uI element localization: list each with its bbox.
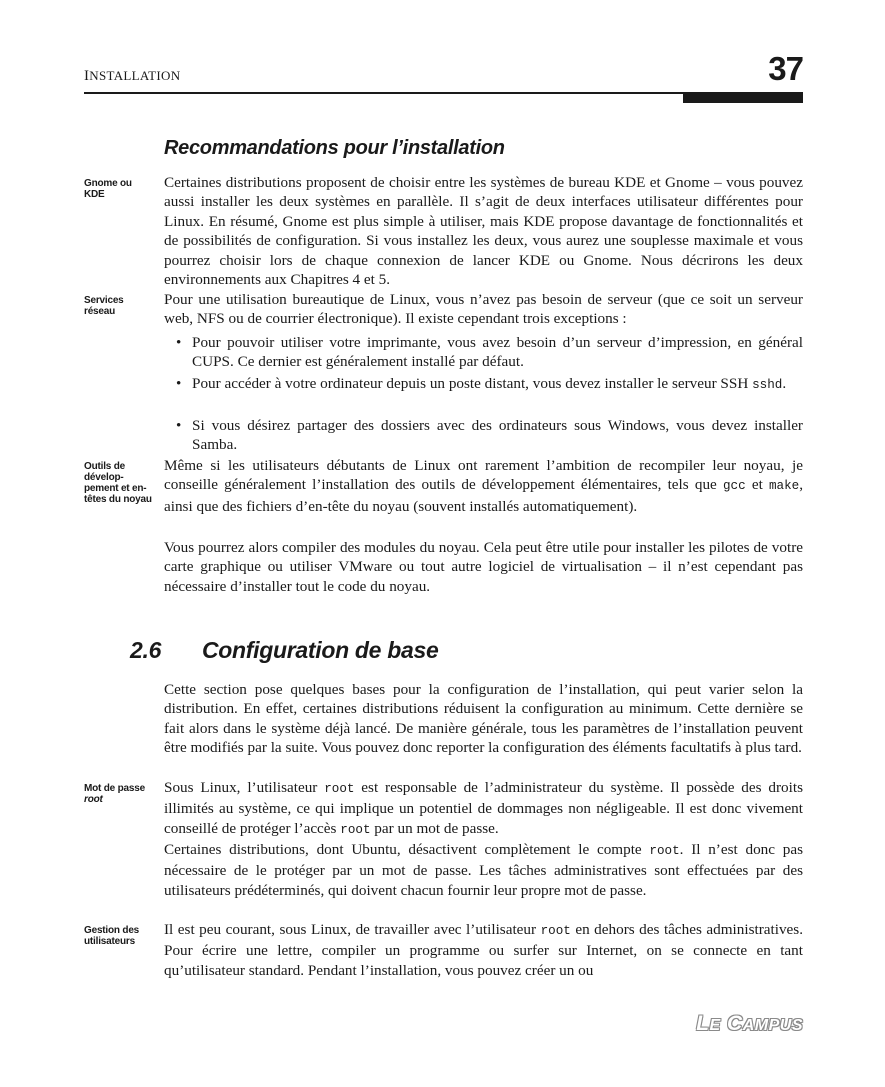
code-gcc: gcc xyxy=(722,479,746,494)
list-item-text: Si vous désirez partager des dossiers avec des ordinateurs sous Windows, vous devez installer Samba. xyxy=(192,417,803,454)
margin-note-root xyxy=(84,783,154,805)
logo-letter: L xyxy=(696,1012,710,1035)
paragraph-gnome-kde: Certaines distributions proposent de choisir entre les systèmes de bureau KDE et Gnome – vous pouvez aussi installer les deux systèmes en parallèle. Il s’agit de deux interfaces utilisateur différentes pour Linux. En résumé, Gnome est plus simple à utiliser, mais KDE propose davantage de fonctionnalités et de possibilités de configuration. Si vous installez les deux, vous aurez une souplesse maximale et vous pourrez choisir lors de chaque connexion de lancer KDE ou Gnome. Nous décrirons les deux environnements aux Chapitres 4 et 5. xyxy=(164,174,803,289)
margin-note-outils: Outils de dévelop-pement et en-têtes du noyau xyxy=(84,461,152,505)
paragraph-modules: Vous pourrez alors compiler des modules du noyau. Cela peut être utile pour installer les pilotes de votre carte graphique ou utiliser VMware ou tout autre logiciel de virtualisation – il n’est cependant pas nécessaire d’installer tout le code du noyau. xyxy=(164,539,803,595)
code-make: make xyxy=(768,479,800,494)
paragraph-text: et xyxy=(745,476,769,494)
chapter-heading-configuration xyxy=(130,637,439,664)
paragraph-text: Il est peu courant, sous Linux, de travailler avec l’utilisateur xyxy=(164,921,541,938)
paragraph-text: Certaines distributions, dont Ubuntu, désactivent complètement le compte xyxy=(164,841,650,858)
paragraph-outils xyxy=(164,456,803,516)
paragraph-root xyxy=(164,778,803,840)
margin-note-gestion: Gestion des utilisateurs xyxy=(84,925,140,947)
running-header-initial: I xyxy=(84,68,90,84)
heading-number: 2.6 xyxy=(130,637,162,663)
code-root: root xyxy=(540,924,571,938)
code-root: root xyxy=(324,782,355,796)
section-title-recommandations: Recommandations pour l’installation xyxy=(164,137,505,159)
logo-letters: AMPUS xyxy=(742,1017,803,1034)
margin-note-root-label: Mot de passe xyxy=(84,783,145,794)
bullet-icon: • xyxy=(176,334,182,351)
margin-note-services: Services réseau xyxy=(84,295,124,317)
paragraph-text: Même si les utilisateurs débutants de Linux ont rarement l’ambition de recompiler leur noyau, je conseille généralement l’installation des outils de développement élémentaires, tels que xyxy=(164,457,803,494)
paragraph-text: Sous Linux, l’utilisateur xyxy=(164,779,325,796)
list-item-text: Pour accéder à votre ordinateur depuis un poste distant, vous devez installer le serveur SSH xyxy=(192,375,753,392)
margin-note-root-italic: root xyxy=(84,794,103,805)
paragraph-text: est responsable de l’administrateur du système. Il possède des droits illimités au système, ce qui implique un potentiel de dommages non négligeable. Il est donc vivement conseillé de protéger l’accès xyxy=(164,779,803,837)
bullet-icon: • xyxy=(176,417,182,434)
page-number: 37 xyxy=(768,50,803,87)
paragraph-text: , ainsi que des fichiers d’en-tête du noyau (souvent installés automatiquement). xyxy=(164,476,803,515)
list-item-samba xyxy=(176,416,803,455)
code-root: root xyxy=(649,844,680,858)
paragraph-config-intro: Cette section pose quelques bases pour la configuration de l’installation, qui peut varier selon la distribution. En effet, certaines distributions réduisent la configuration au minimum. Cette dernière se fait alors dans le système déjà lancé. De manière générale, tous les paramètres de l’installation peuvent être modifiés par la suite. Vous pouvez donc reporter la configuration des éléments facultatifs à plus tard. xyxy=(164,681,803,757)
paragraph-text: par un mot de passe. xyxy=(370,819,499,837)
heading-title: Configuration de base xyxy=(202,637,439,663)
running-header xyxy=(84,68,180,85)
paragraph-text: . Il n’est donc pas nécessaire de le protéger par un mot de passe. Les tâches administratives sont effectuées par des utilisateurs prédéterminés, qui doivent chacun fournir leur propre mot de passe. xyxy=(164,841,803,899)
code-root: root xyxy=(340,822,371,837)
paragraph-services: Pour une utilisation bureautique de Linux, vous n’avez pas besoin de serveur (que ce soit un serveur web, NFS ou de courrier électronique). Il existe cependant trois exceptions : xyxy=(164,291,803,328)
le-campus-logo xyxy=(696,1012,803,1036)
paragraph-text: en dehors des tâches administratives. Pour écrire une lettre, compiler un programme ou surfer sur Internet, on se connecte en tant qu’utilisateur standard. Pendant l’installation, vous pouvez créer un ou xyxy=(164,921,803,979)
code-sshd: sshd xyxy=(752,378,783,392)
logo-letter: C xyxy=(727,1012,743,1035)
logo-letter: E xyxy=(709,1017,721,1034)
list-item-cups xyxy=(176,333,803,372)
list-item-ssh xyxy=(176,374,803,395)
paragraph-ubuntu xyxy=(164,840,803,900)
running-header-rest: NSTALLATION xyxy=(89,68,181,83)
list-item-text-end: . xyxy=(782,375,787,392)
paragraph-gestion xyxy=(164,920,803,980)
list-item-text: Pour pouvoir utiliser votre imprimante, vous avez besoin d’un serveur d’impression, en général CUPS. Ce dernier est généralement installé par défaut. xyxy=(192,334,803,371)
header-bar xyxy=(683,94,803,103)
margin-note-gnome: Gnome ou KDE xyxy=(84,178,132,200)
bullet-icon: • xyxy=(176,375,182,392)
